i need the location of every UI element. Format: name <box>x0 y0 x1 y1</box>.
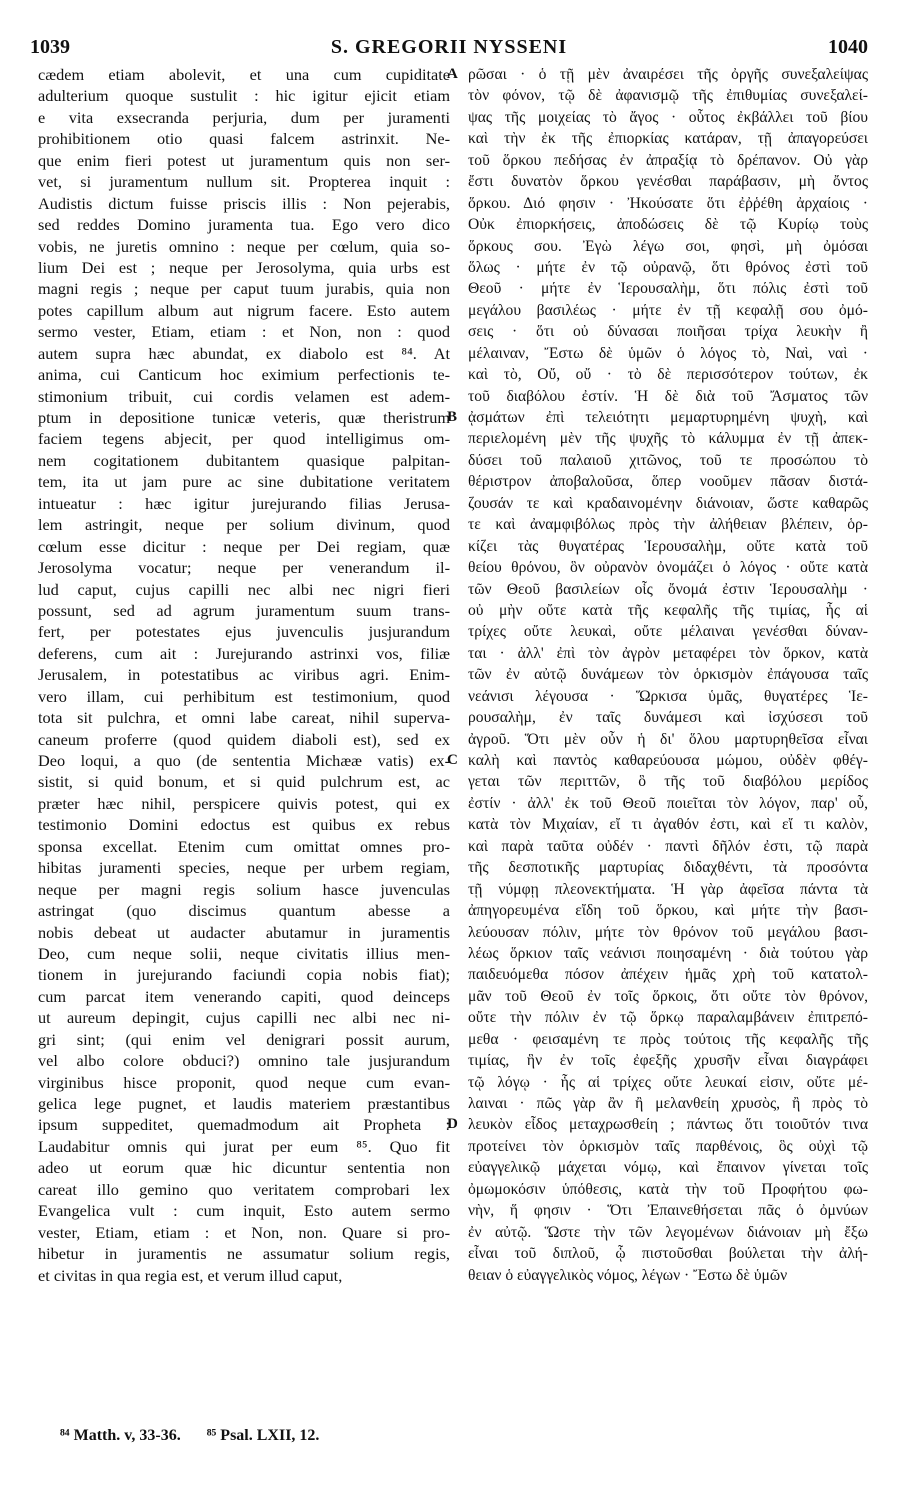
text-line: neque per magni regis solium hasce juvenculas <box>38 879 450 899</box>
text-line: Jerusalem, in potestatibus ac viribus agri. Enim- <box>38 665 450 685</box>
text-line: præter hæc nihil, perspicere quivis potest, qui ex <box>38 793 450 813</box>
page-number-left: 1039 <box>30 36 70 58</box>
text-line: γεται τῶν περιττῶν, ὃ τῆς τοῦ διαβόλου μερίδος <box>468 773 868 791</box>
footnote-84: ⁸⁴ Matth. v, 33-36. <box>60 1427 181 1444</box>
text-line: τῆς δεσποτικῆς μαρτυρίας διδαχθέντι, τὰ προσόντα <box>468 859 868 877</box>
text-line: προτείνει τὸν ὁρκισμὸν ταῖς παρθένοις, ὃς οὐχὶ τῷ <box>468 1137 868 1155</box>
text-line: hibetur in juramentis ne assumatur solium regis, <box>38 1244 450 1264</box>
text-line: καλὴ καὶ παντὸς καθαρεύουσα μώμου, οὐδὲν φθέγ- <box>468 752 868 769</box>
text-line: ipsum suppeditet, quemadmodum ait Propheta : <box>38 1115 450 1135</box>
text-line: adeo ut eorum quæ hic dicuntur sententia non <box>38 1158 450 1178</box>
text-line: anima, cui Canticum hoc eximium perfectionis te- <box>38 365 450 385</box>
text-line: lud caput, cujus capilli nec albi nec nigri fieri <box>38 579 450 599</box>
text-line: lem astringit, neque per solium divinum, quod <box>38 515 450 535</box>
text-line: sistit, si quid bonum, et si quid pulchrum est, ac <box>38 772 450 792</box>
text-line: tionem in jurejurando faciundi copia nobis fiat); <box>38 965 450 985</box>
text-line: ζουσάν τε καὶ κραδαινομένην διάνοιαν, ὥστε καθαρῶς <box>468 494 868 512</box>
section-marker-c: C <box>447 752 458 768</box>
text-line: κίζει τὰς θυγατέρας Ἱερουσαλὴμ, οὔτε κατὰ τοῦ <box>468 537 868 555</box>
text-line: autem supra hæc abundat, ex diabolo est ⁸⁴. At <box>38 343 450 363</box>
text-line: Evangelica vult : cum inquit, Esto autem sermo <box>38 1201 450 1221</box>
text-line: μᾶν τοῦ Θεοῦ ἐν τοῖς ὅρκοις, ὅτι οὔτε τὸν θρόνον, <box>468 987 868 1005</box>
text-line: εἶναι τοῦ διπλοῦ, ᾧ πιστοῦσθαι βούλεται τὴν ἀλή- <box>468 1245 868 1263</box>
text-line: οὐ μὴν οὔτε κατὰ τῆς κεφαλῆς τῆς τιμίας, ἧς αἱ <box>468 601 868 619</box>
text-line: μέλαιναν, Ἔστω δὲ ὑμῶν ὁ λόγος τὸ, Ναὶ, ναὶ · <box>468 344 868 362</box>
text-line: εὐαγγελικῷ μάχεται νόμῳ, καὶ ἔπαινον γίνεται τοῖς <box>468 1159 868 1177</box>
text-line: testimonio Domini edoctus est quibus ex rebus <box>38 815 450 835</box>
text-line: cœlum esse dicitur : neque per Dei regiam, quæ <box>38 536 450 556</box>
footnote-85: ⁸⁵ Psal. LXII, 12. <box>206 1427 320 1444</box>
text-line: τὸν φόνον, τῷ δὲ ἀφανισμῷ τῆς ἐπιθυμίας συνεξαλεί- <box>468 87 868 105</box>
text-line: ρῶσαι · ὁ τῇ μὲν ἀναιρέσει τῆς ὀργῆς συνεξαλείψας <box>468 66 868 83</box>
text-line: ἐν αὐτῷ. Ὥστε τὴν τῶν λεγομένων διάνοιαν μὴ ἔξω <box>468 1223 868 1241</box>
text-line: Οὐκ ἐπιορκήσεις, ἀποδώσεις δὲ τῷ Κυρίῳ τοὺς <box>468 216 868 234</box>
text-line: δύσει τοῦ παλαιοῦ χιτῶνος, τοῦ τε προσώπου τὸ <box>468 451 868 469</box>
text-line: potes capillum album aut nigrum facere. Esto autem <box>38 300 450 320</box>
text-line: Laudabitur omnis qui jurat per eum ⁸⁵. Quo fit <box>38 1136 450 1156</box>
text-line: ἔστι δυνατὸν ὅρκου γενέσθαι παράβασιν, μὴ ὄντος <box>468 173 868 191</box>
text-line: vel albo colore obduci?) omnino tale jusjurandum <box>38 1051 450 1071</box>
text-line: intueatur : hæc igitur jurejurando filias Jerusa- <box>38 493 450 513</box>
text-line: τῇ νύμφῃ πλεονεκτήματα. Ἡ γὰρ ἀφεῖσα πάντα τὰ <box>468 880 868 898</box>
text-line: τε καὶ ἀναμφιβόλως πρὸς τὴν ἀλήθειαν βλέπειν, ὁρ- <box>468 516 868 534</box>
text-line: cum parcat item venerando capiti, quod deinceps <box>38 986 450 1006</box>
text-line: λέως ὅρκιον ταῖς νεάνισι ποιησαμένη · διὰ τούτου γὰρ <box>468 944 868 962</box>
text-line: ᾀσμάτων ἐπὶ τελειότητι μεμαρτυρημένη ψυχὴ, καὶ <box>468 409 868 426</box>
text-line: sponsa excellat. Etenim cum omittat omnes pro- <box>38 836 450 856</box>
text-line: prohibitionem otio quasi falcem astrinxit. Ne- <box>38 129 450 149</box>
text-line: sed reddes Domino juramenta tua. Ego vero dico <box>38 215 450 235</box>
text-line: careat illo gemino quo veritatem comprobari lex <box>38 1179 450 1199</box>
text-line: vero illam, cui perhibitum est testimonium, quod <box>38 686 450 706</box>
text-line: adulterium quoque sustulit : hic igitur ejicit etiam <box>38 86 450 106</box>
latin-column <box>38 64 450 1286</box>
text-line: σεις · ὅτι οὐ δύνασαι ποιῆσαι τρίχα λευκὴν ἢ <box>468 323 868 341</box>
text-line: magni regis ; neque per caput tuum jurabis, quia non <box>38 279 450 299</box>
page-number-right: 1040 <box>828 36 868 58</box>
text-line: faciem tegens abjecit, per quod intelligimus om- <box>38 429 450 449</box>
text-line: τρίχες οὔτε λευκαὶ, οὔτε μέλαιναι γενέσθαι δύναν- <box>468 623 868 641</box>
text-line: θειαν ὁ εὐαγγελικὸς νόμος, λέγων · Ἔστω δὲ ὑμῶν <box>468 1266 788 1284</box>
text-line: Deo loqui, a quo (de sententia Michææ vatis) ex- <box>38 751 450 770</box>
text-line: fert, per potestates ejus juvenculis jusjurandum <box>38 622 450 642</box>
text-line: Jerosolyma vocatur; neque per venerandum il- <box>38 558 450 578</box>
text-line: μεγάλου βασιλέως · μήτε ἐν τῇ κεφαλῇ σου ὀμό- <box>468 301 868 319</box>
text-line: ἐστίν · ἀλλ' ἐκ τοῦ Θεοῦ ποιεῖται τὸν λόγον, παρ' οὗ, <box>468 794 868 812</box>
text-line: deferens, cum ait : Jurejurando astrinxi vos, filiæ <box>38 643 450 663</box>
text-line: Θεοῦ · μήτε ἐν Ἱερουσαλὴμ, ὅτι πόλις ἐστὶ τοῦ <box>468 280 868 298</box>
running-title: S. GREGORII NYSSENI <box>330 36 568 58</box>
text-line: e vita exsecranda perjuria, dum per juramenti <box>38 107 450 127</box>
text-line: Deo, cum neque solii, neque civitatis illius men- <box>38 943 450 963</box>
text-line: ἀγροῦ. Ὅτι μὲν οὖν ἡ δι' ὅλου μαρτυρηθεῖσα εἶναι <box>468 730 868 748</box>
greek-column <box>468 64 868 1286</box>
text-line: vet, si juramentum nullum sit. Propterea inquit : <box>38 172 450 192</box>
text-line: τοῦ διαβόλου ἐστίν. Ἡ δὲ διὰ τοῦ Ἄσματος τῶν <box>468 387 868 405</box>
text-line: gri sint; (qui enim vel denigrari possit aurum, <box>38 1029 450 1049</box>
text-line: nobis debeat ut audacter abutamur in juramentis <box>38 922 450 942</box>
text-line: ὅρκου. Διό φησιν · Ἠκούσατε ὅτι ἐῤῥέθη ἀρχαίοις · <box>468 194 868 212</box>
text-line: τῷ λόγῳ · ἧς αἱ τρίχες οὔτε λευκαί εἰσιν, οὔτε μέ- <box>468 1073 868 1091</box>
text-line: καὶ παρὰ ταῦτα οὐδέν · παντὶ δῆλόν ἐστι, τῷ παρὰ <box>468 837 868 855</box>
section-marker-b: B <box>447 409 458 425</box>
text-line: virginibus hisce proponit, quod neque cum evan- <box>38 1072 450 1092</box>
text-line: τῶν Θεοῦ βασιλείων οἷς ὄνομά ἐστιν Ἱερουσαλὴμ · <box>468 580 868 598</box>
text-line: μεθα · φεισαμένη τε πρὸς τούτοις τῆς κεφαλῆς τῆς <box>468 1030 868 1048</box>
text-line: astringat (quo discimus quantum abesse a <box>38 901 450 921</box>
text-line: ται · ἀλλ' ἐπὶ τὸν ἀγρὸν μεταφέρει τὸν ὅρκον, κατὰ <box>468 644 868 662</box>
text-line: Audistis dictum fuisse priscis illis : Non pejerabis, <box>38 193 450 213</box>
text-line: possunt, sed ad agrum juramentum suum trans- <box>38 600 450 620</box>
text-line: hibitas juramenti species, neque per urbem regiam, <box>38 858 450 878</box>
text-line: stimonium tribuit, cui cordis velamen est adem- <box>38 386 450 406</box>
text-line: περιελομένη μὲν τῆς ψυχῆς τὸ κάλυμμα ἐν τῇ ἀπεκ- <box>468 430 868 448</box>
text-line: ut aureum depingit, cujus capilli nec albi nec ni- <box>38 1008 450 1028</box>
text-line: καὶ τὸ, Οὔ, οὔ · τὸ δὲ περισσότερον τούτων, ἐκ <box>468 366 868 384</box>
text-line: λεύουσαν πόλιν, μήτε τὸν θρόνον τοῦ μεγάλου βασι- <box>468 923 868 941</box>
text-line: νεάνισι λέγουσα · Ὥρκισα ὑμᾶς, θυγατέρες Ἱε- <box>468 687 868 705</box>
text-line: τιμίας, ἣν ἐν τοῖς ἐφεξῆς χρυσῆν εἶναι διαγράφει <box>468 1052 868 1070</box>
text-line: tem, ita ut jam pure ac sine dubitatione veritatem <box>38 472 450 492</box>
text-line: ὅρκους σου. Ἐγὼ λέγω σοι, φησὶ, μὴ ὀμόσαι <box>468 237 868 255</box>
text-line: λαιναι · πῶς γὰρ ἂν ἢ μελανθείη χρυσὸς, ἢ πρὸς τὸ <box>468 1095 868 1112</box>
text-line: vester, Etiam, etiam : et Non, non. Quare si pro- <box>38 1222 450 1242</box>
running-header <box>30 36 868 62</box>
text-line: ptum in depositione tunicæ veteris, quæ theristrum <box>38 408 450 427</box>
text-line: τῶν ἐν αὐτῷ δυνάμεων τὸν ὁρκισμὸν ἐπάγουσα ταῖς <box>468 666 868 684</box>
text-line: ὀμωμοκόσιν ὑπόθεσις, κατὰ τὴν τοῦ Προφήτου φω- <box>468 1180 868 1198</box>
text-line: caneum proferre (quod quidem diaboli est), sed ex <box>38 729 450 749</box>
footnotes <box>60 1427 341 1445</box>
text-line: κατὰ τὸν Μιχαίαν, εἴ τι ἀγαθόν ἐστι, καὶ εἴ τι καλὸν, <box>468 816 868 834</box>
text-line: ἀπηγορευμένα εἴδη τοῦ ὅρκου, καὶ μήτε τὴν βασι- <box>468 902 868 920</box>
text-line: gelica lege pugnet, et laudis materiem præstantibus <box>38 1094 450 1113</box>
text-line: que enim fieri potest ut juramentum quis non ser- <box>38 150 450 170</box>
text-line: sermo vester, Etiam, etiam : et Non, non : quod <box>38 322 450 342</box>
text-line: καὶ τὴν ἐκ τῆς ἐπιορκίας κατάραν, τῇ ἀπαγορεύσει <box>468 130 868 148</box>
section-marker-d: D <box>447 1116 458 1132</box>
text-line: τοῦ ὅρκου πεδήσας ἐν ἀπραξίᾳ τὸ δρέπανον. Οὐ γὰρ <box>468 151 868 169</box>
section-marker-a: A <box>447 66 458 82</box>
text-line: λευκὸν εἶδος μεταχρωσθείη ; πάντως ὅτι τοιοῦτόν τινα <box>468 1116 868 1134</box>
text-line: θείου θρόνου, ὃν οὐρανὸν ὀνομάζει ὁ λόγος · οὔτε κατὰ <box>468 559 868 577</box>
text-line: ψας τῆς μοιχείας τὸ ἄγος · οὗτος ἐκβάλλει τοῦ βίου <box>468 108 868 126</box>
text-line: cædem etiam abolevit, et una cum cupiditate <box>38 65 450 84</box>
text-line: tota sit pulchra, et omni labe careat, nihil superva- <box>38 708 450 728</box>
text-line: νὴν, ἥ φησιν · Ὅτι Ἐπαινεθήσεται πᾶς ὁ ὀμνύων <box>468 1202 868 1220</box>
text-line: nem cogitationem dubitantem quasique palpitan- <box>38 450 450 470</box>
text-line: οὔτε τὴν πόλιν ἐν τῷ ὅρκῳ παραλαμβάνειν ἐπιτρεπό- <box>468 1009 868 1027</box>
text-line: θέριστρον ἀποβαλοῦσα, ὅπερ νοοῦμεν πᾶσαν διστά- <box>468 473 868 491</box>
text-line: ρουσαλὴμ, ἐν ταῖς δυνάμεσι καὶ ἰσχύσεσι τοῦ <box>468 709 868 727</box>
text-line: παιδευόμεθα πόσον ἀπέχειν ἡμᾶς χρὴ τοῦ κατατολ- <box>468 966 868 984</box>
text-line: ὅλως · μήτε ἐν τῷ οὐρανῷ, ὅτι θρόνος ἐστὶ τοῦ <box>468 258 868 276</box>
text-line: vobis, ne juretis omnino : neque per cœlum, quia so- <box>38 236 450 256</box>
text-line: et civitas in qua regia est, et verum illud caput, <box>38 1265 343 1285</box>
text-line: lium Dei est ; neque per Jerosolyma, quia urbs est <box>38 257 450 277</box>
